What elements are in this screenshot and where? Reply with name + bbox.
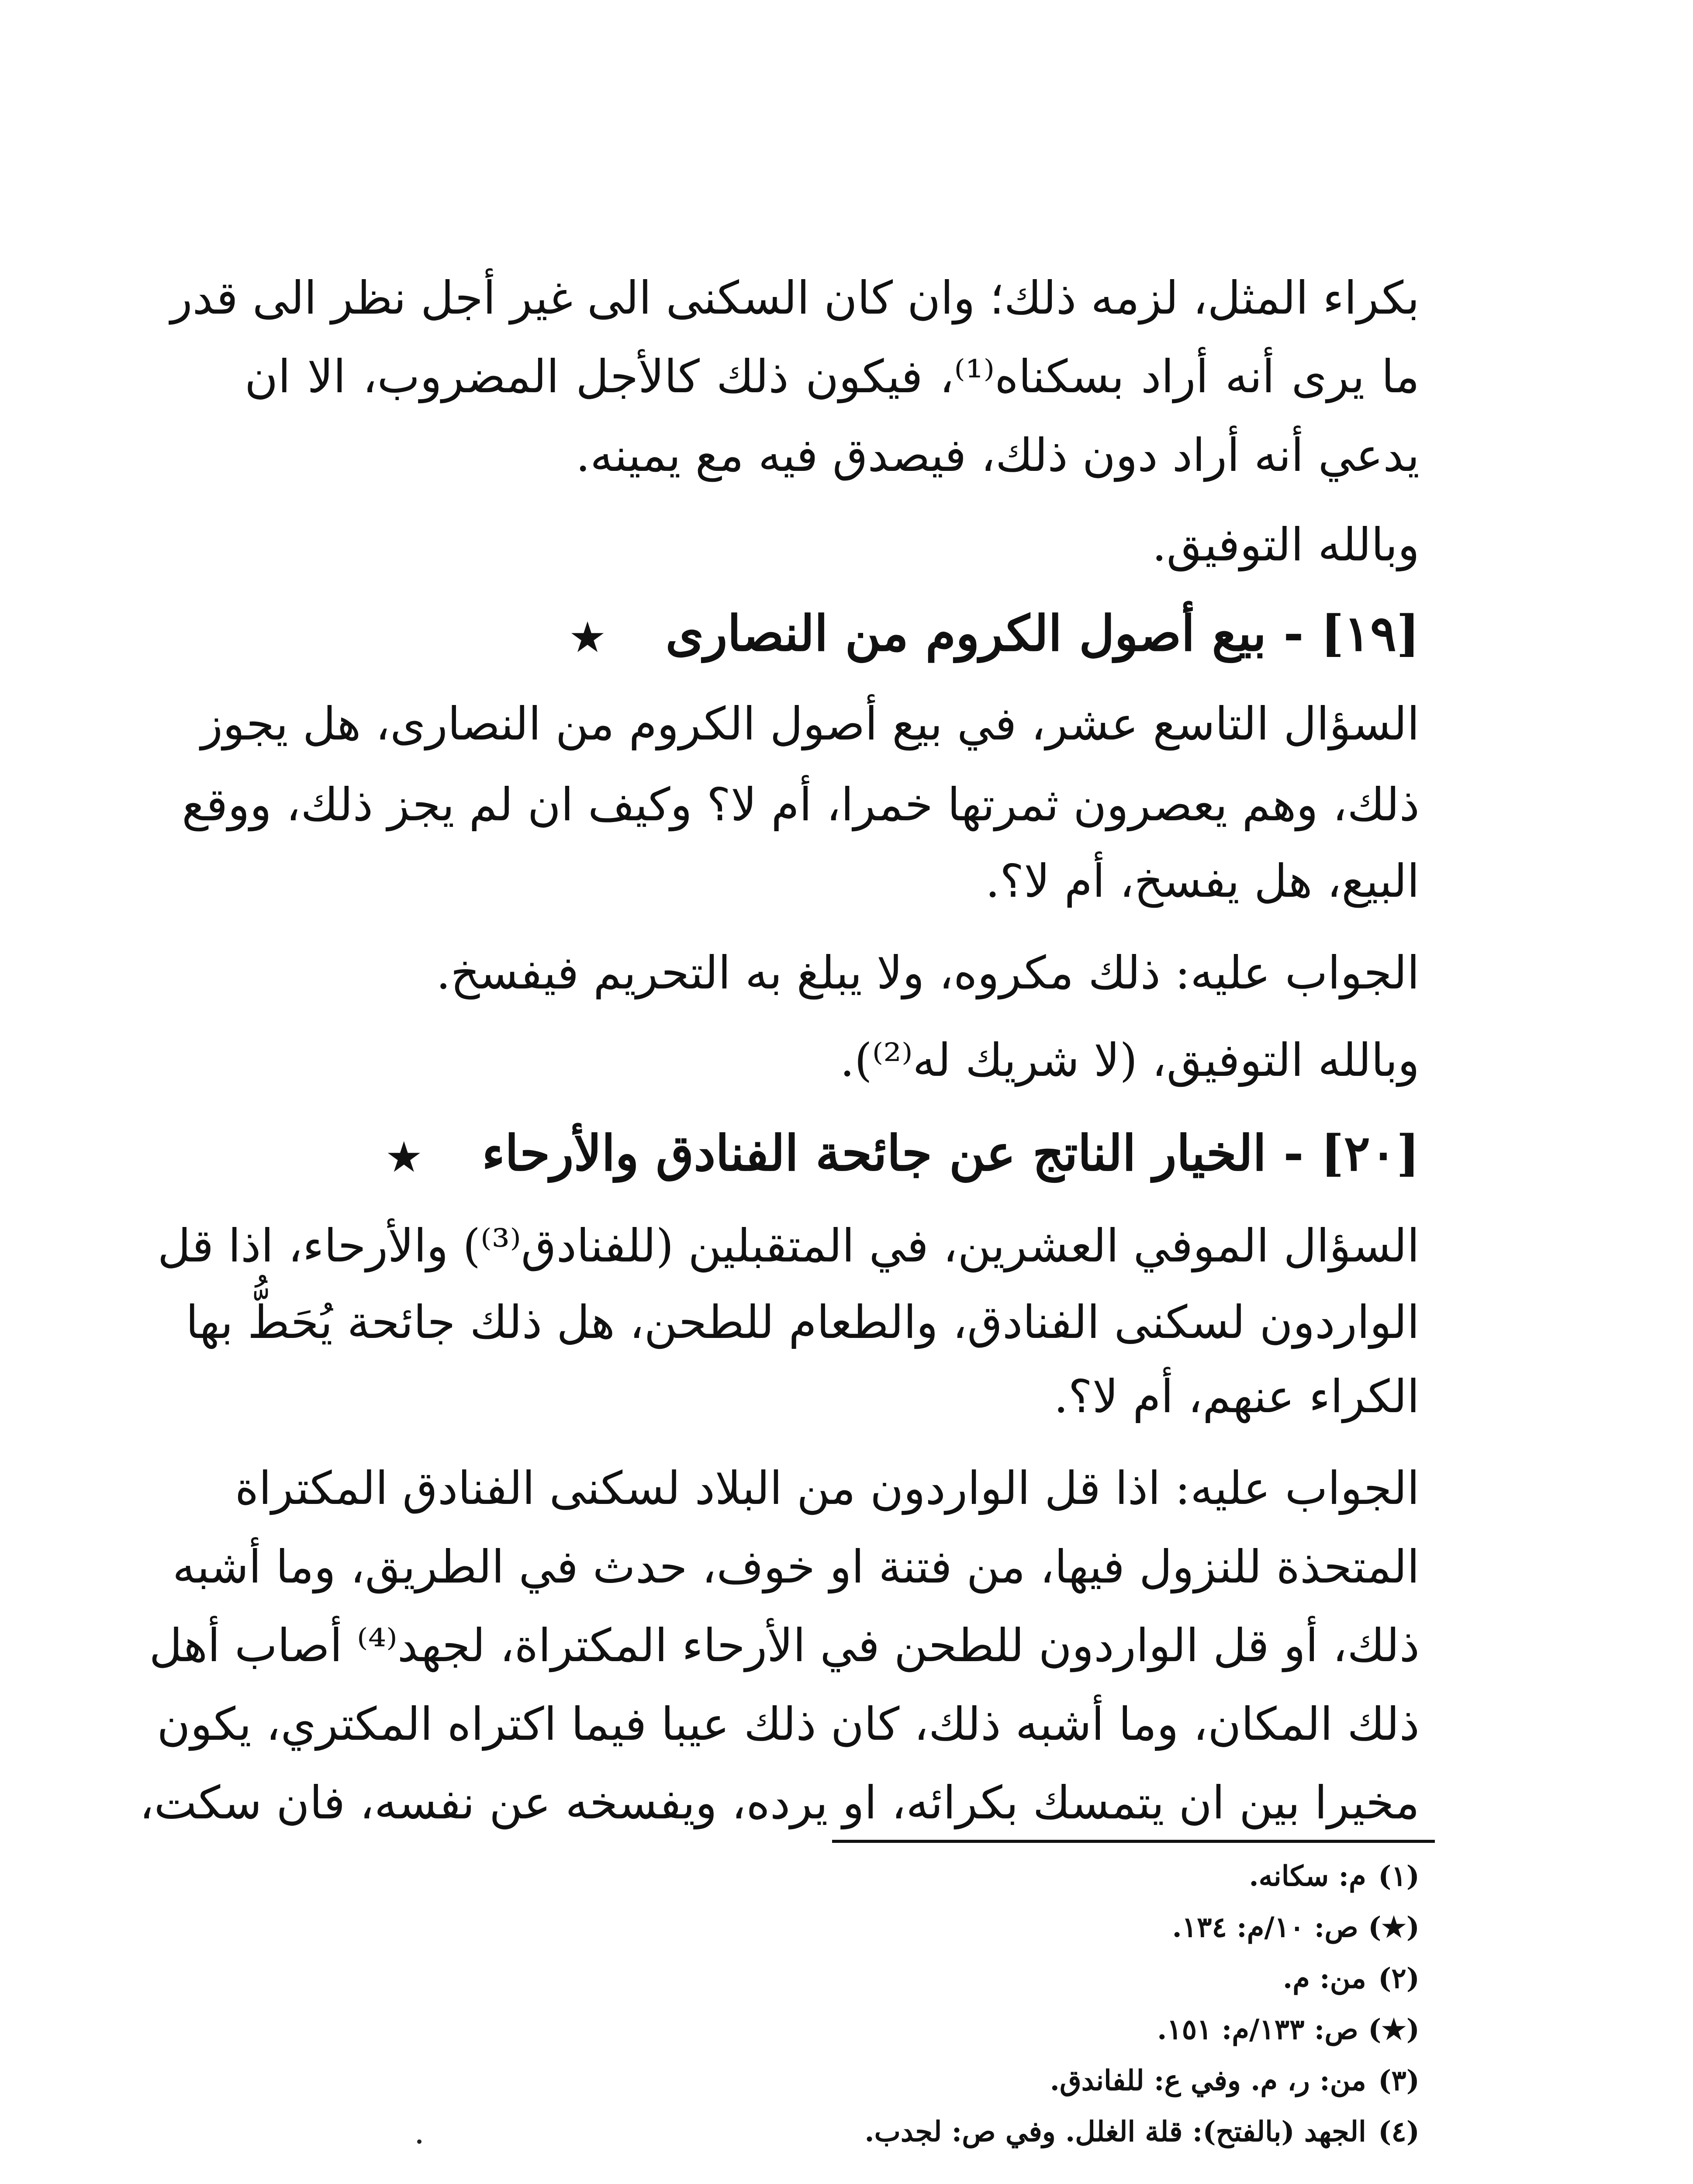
body-line-15: الجواب عليه: اذا قل الواردون من البلاد لسكنى الفنادق المكتراة <box>235 1462 1420 1515</box>
speck-mark <box>417 2139 422 2144</box>
body-line-9: الجواب عليه: ذلك مكروه، ولا يبلغ به التحريم فيفسخ. <box>436 946 1420 999</box>
footnote-mark: (★) <box>1368 2013 1420 2046</box>
footnote-text: م: سكانه. <box>1249 1860 1366 1893</box>
body-line-3: يدعي أنه أراد دون ذلك، فيصدق فيه مع يمينه. <box>576 429 1420 482</box>
footnote-text: ص: ١٣٣/م: ١٥١. <box>1157 2013 1358 2046</box>
footnote-mark: (٣) <box>1378 2064 1420 2097</box>
body-line-6: السؤال التاسع عشر، في بيع أصول الكروم من النصارى، هل يجوز <box>200 697 1420 750</box>
body-line-4: وبالله التوفيق. <box>1152 518 1420 571</box>
section-heading-20 <box>387 1125 1420 1182</box>
body-line-8: البيع، هل يفسخ، أم لا؟. <box>985 854 1420 908</box>
footnote-text: من: م. <box>1282 1962 1366 1995</box>
footnote-text: الجهد (بالفتح): قلة الغلل. وفي ص: لجدب. <box>864 2115 1366 2148</box>
body-line-14: الكراء عنهم، أم لا؟. <box>1054 1370 1420 1423</box>
body-line-17: ذلك، أو قل الواردون للطحن في الأرحاء المكتراة، لجهد⁽⁴⁾ أصاب أهل <box>149 1619 1420 1672</box>
body-line-1: بكراء المثل، لزمه ذلك؛ وان كان السكنى الى غير أجل نظر الى قدر <box>170 271 1420 325</box>
body-line-13: الواردون لسكنى الفنادق، والطعام للطحن، هل ذلك جائحة يُحَطُّ بها <box>186 1296 1420 1349</box>
body-line-7: ذلك، وهم يعصرون ثمرتها خمرا، أم لا؟ وكيف ان لم يجز ذلك، ووقع <box>182 778 1420 831</box>
footnote-mark: (★) <box>1368 1911 1420 1944</box>
footnote-2 <box>1172 1911 1420 1944</box>
body-line-10: وبالله التوفيق، (لا شريك له⁽²⁾). <box>840 1033 1420 1087</box>
footnote-1 <box>1249 1860 1420 1893</box>
body-line-2: ما يرى أنه أراد بسكناه⁽¹⁾، فيكون ذلك كالأجل المضروب، الا ان <box>245 350 1420 403</box>
star-icon: ★ <box>570 615 605 660</box>
section-heading-19-title: [١٩] - بيع أصول الكروم من النصارى <box>665 605 1420 662</box>
body-line-12: السؤال الموفي العشرين، في المتقبلين (للفنادق⁽³⁾) والأرحاء، اذا قل <box>157 1219 1420 1272</box>
body-line-18: ذلك المكان، وما أشبه ذلك، كان ذلك عيبا فيما اكتراه المكتري، يكون <box>157 1697 1420 1751</box>
star-icon: ★ <box>387 1135 421 1179</box>
body-line-19: مخيرا بين ان يتمسك بكرائه، او يرده، ويفسخه عن نفسه، فان سكت، <box>139 1776 1420 1829</box>
body-line-16: المتحذة للنزول فيها، من فتنة او خوف، حدث في الطريق، وما أشبه <box>172 1540 1420 1593</box>
footnote-4 <box>1157 2013 1420 2046</box>
footnote-3 <box>1283 1962 1420 1995</box>
footnote-text: من: ر، م. وفي ع: للفاندق. <box>1050 2064 1366 2097</box>
section-heading-20-title: [٢٠] - الخيار الناتج عن جائحة الفنادق والأرحاء <box>482 1125 1420 1182</box>
footnote-text: ص: ١٠/م: ١٣٤. <box>1172 1911 1358 1944</box>
footnote-6 <box>864 2115 1420 2148</box>
section-heading-19 <box>570 605 1420 662</box>
footnote-mark: (٢) <box>1378 1962 1420 1995</box>
footnote-5 <box>1050 2064 1420 2097</box>
footnote-separator <box>832 1840 1435 1843</box>
footnote-mark: (٤) <box>1378 2115 1420 2148</box>
footnote-mark: (١) <box>1378 1860 1420 1893</box>
